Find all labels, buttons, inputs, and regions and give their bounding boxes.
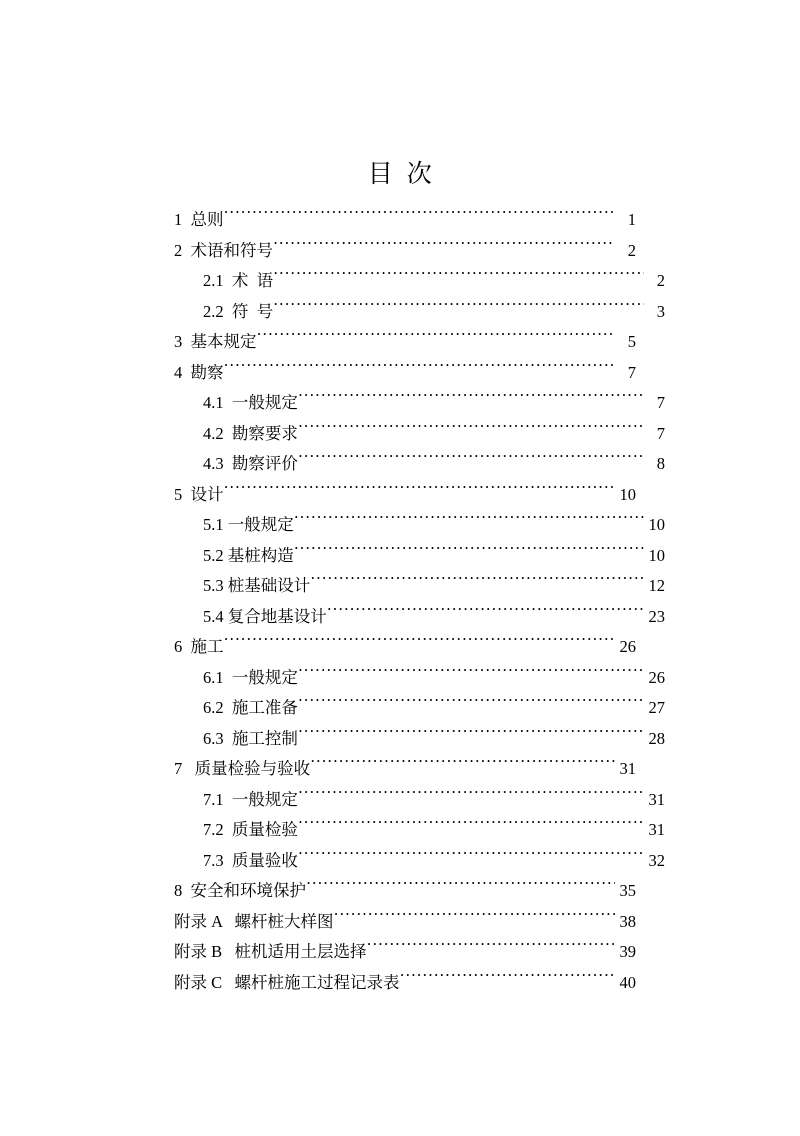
toc-entry-label: 5.3 桩基础设计 [203, 576, 311, 595]
toc-dot-leader [257, 331, 615, 348]
toc-dot-leader [334, 910, 614, 927]
toc-entry-page-number: 23 [648, 606, 665, 626]
toc-entry-label: 4 勘察 [174, 362, 224, 382]
toc-entry-page-number: 7 [656, 393, 665, 412]
toc-entry-label: 7.2 质量检验 [203, 820, 298, 839]
toc-dot-leader [307, 880, 615, 897]
toc-entry[interactable] [170, 388, 665, 419]
toc-dot-leader [298, 666, 643, 683]
toc-entry-page-number: 5 [627, 332, 636, 351]
toc-entry-page-number: 38 [619, 911, 636, 931]
toc-entry[interactable] [170, 907, 636, 938]
toc-entry-label: 附录 A 螺杆桩大样图 [174, 911, 334, 931]
toc-dot-leader [367, 941, 614, 958]
toc-entry-page-number: 2 [627, 240, 636, 260]
toc-entry[interactable] [170, 876, 636, 907]
toc-entry[interactable] [170, 297, 665, 328]
toc-entry-label: 3 基本规定 [174, 332, 257, 351]
toc-entry[interactable] [170, 480, 636, 511]
toc-entry-page-number: 1 [627, 210, 636, 229]
toc-entry[interactable] [170, 510, 665, 541]
toc-dot-leader [274, 300, 644, 317]
toc-entry-label: 1 总则 [174, 210, 224, 229]
toc-dot-leader [224, 483, 615, 500]
toc-entry[interactable] [170, 724, 665, 755]
toc-entry-page-number: 28 [648, 728, 665, 748]
toc-entry-page-number: 7 [627, 362, 636, 382]
toc-dot-leader [327, 605, 643, 622]
toc-entry[interactable] [170, 419, 665, 450]
toc-entry-page-number: 3 [656, 301, 665, 321]
toc-entry[interactable] [170, 937, 636, 968]
toc-entry[interactable] [170, 205, 636, 236]
toc-entry-label: 5 设计 [174, 484, 224, 504]
toc-entry-page-number: 39 [619, 942, 636, 961]
toc-dot-leader [400, 971, 614, 988]
toc-entry-page-number: 7 [656, 423, 665, 443]
toc-entry-label: 7.1 一般规定 [203, 789, 298, 809]
toc-entry[interactable] [170, 632, 636, 663]
toc-entry[interactable] [170, 236, 636, 267]
toc-entry-label: 7.3 质量验收 [203, 850, 298, 870]
toc-entry-page-number: 10 [648, 545, 665, 565]
toc-entry-label: 附录 B 桩机适用土层选择 [174, 942, 367, 961]
toc-entry-label: 7 质量检验与验收 [174, 759, 311, 778]
toc-entry-page-number: 10 [648, 515, 665, 534]
toc-dot-leader [294, 514, 643, 531]
toc-entry[interactable] [170, 754, 636, 785]
toc-dot-leader [298, 392, 643, 409]
toc-dot-leader [298, 422, 643, 439]
toc-dot-leader [298, 697, 643, 714]
toc-entry[interactable] [170, 571, 665, 602]
toc-entry-page-number: 31 [648, 789, 665, 809]
toc-dot-leader [274, 239, 615, 256]
toc-entry[interactable] [170, 693, 665, 724]
toc-entry-page-number: 8 [656, 454, 665, 473]
toc-entry-page-number: 32 [648, 850, 665, 870]
toc-entry-page-number: 26 [619, 637, 636, 656]
toc-entry-label: 4.2 勘察要求 [203, 423, 298, 443]
toc-dot-leader [274, 270, 644, 287]
toc-entry-page-number: 31 [619, 759, 636, 778]
toc-entry-label: 5.1 一般规定 [203, 515, 294, 534]
toc-dot-leader [311, 575, 644, 592]
toc-entry-label: 2.2 符 号 [203, 301, 274, 321]
page-title: 目 次 [367, 161, 433, 188]
toc-dot-leader [298, 849, 643, 866]
toc-entry-page-number: 35 [619, 881, 636, 900]
toc-entry-page-number: 10 [619, 484, 636, 504]
toc-dot-leader [224, 209, 615, 226]
toc-entry[interactable] [170, 785, 665, 816]
toc-entry-label: 8 安全和环境保护 [174, 881, 306, 900]
toc-entry-label: 6.3 施工控制 [203, 728, 298, 748]
toc-entry-page-number: 2 [656, 271, 665, 290]
toc-entry-label: 5.4 复合地基设计 [203, 606, 327, 626]
toc-entry[interactable] [170, 968, 636, 999]
toc-entry-label: 2.1 术 语 [203, 271, 274, 290]
toc-entry[interactable] [170, 815, 665, 846]
toc-entry-label: 附录 C 螺杆桩施工过程记录表 [174, 972, 400, 992]
toc-dot-leader [224, 636, 615, 653]
toc-entry-label: 6 施工 [174, 637, 224, 656]
toc-entry[interactable] [170, 602, 665, 633]
toc-entry-page-number: 31 [648, 820, 665, 839]
toc-entry[interactable] [170, 327, 636, 358]
toc-dot-leader [298, 727, 643, 744]
toc-entry-page-number: 40 [619, 972, 636, 992]
toc-entry[interactable] [170, 449, 665, 480]
toc-dot-leader [298, 819, 643, 836]
toc-entry-label: 6.2 施工准备 [203, 698, 298, 717]
toc-dot-leader [294, 544, 643, 561]
table-of-contents [170, 205, 665, 998]
toc-entry[interactable] [170, 266, 665, 297]
toc-entry-label: 5.2 基桩构造 [203, 545, 294, 565]
toc-entry[interactable] [170, 846, 665, 877]
toc-dot-leader [224, 361, 615, 378]
toc-dot-leader [298, 788, 643, 805]
toc-entry-page-number: 26 [648, 667, 665, 687]
toc-entry[interactable] [170, 358, 636, 389]
toc-entry-label: 6.1 一般规定 [203, 667, 298, 687]
toc-entry-label: 4.3 勘察评价 [203, 454, 298, 473]
toc-entry[interactable] [170, 663, 665, 694]
toc-entry-page-number: 27 [648, 698, 665, 717]
toc-dot-leader [311, 758, 615, 775]
toc-dot-leader [298, 453, 643, 470]
toc-entry-page-number: 12 [648, 576, 665, 595]
toc-entry-label: 2 术语和符号 [174, 240, 273, 260]
toc-entry-label: 4.1 一般规定 [203, 393, 298, 412]
toc-entry[interactable] [170, 541, 665, 572]
